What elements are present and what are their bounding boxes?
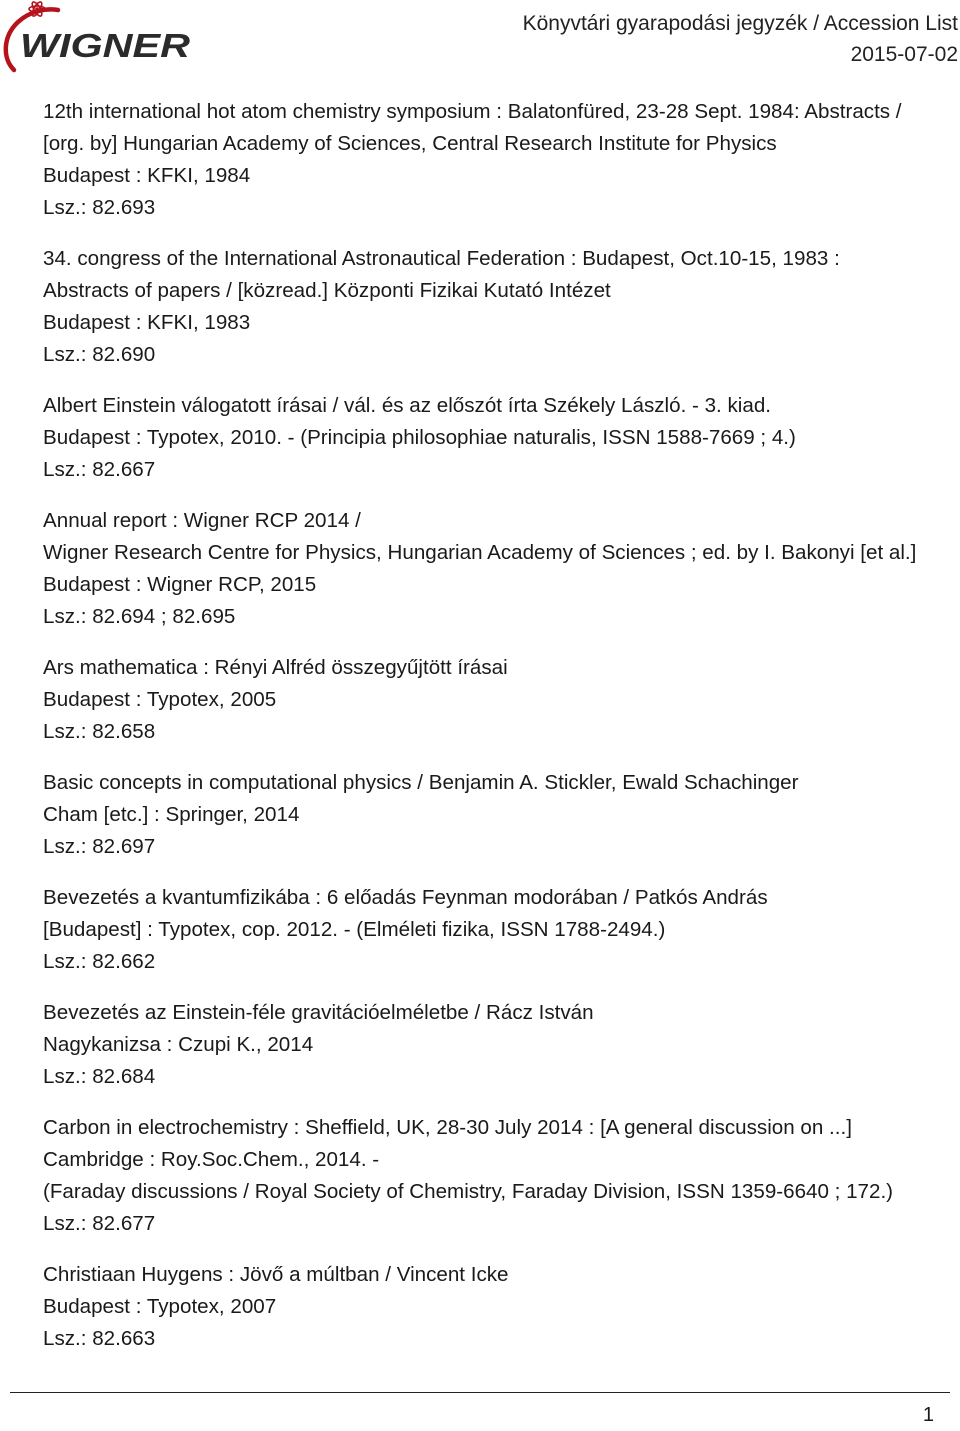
entry-line: Annual report : Wigner RCP 2014 / [43,509,361,532]
catalog-entry [43,997,953,1093]
entry-line: (Faraday discussions / Royal Society of Chemistry, Faraday Division, ISSN 1359-6640 ; 172.) [43,1180,894,1203]
entry-line: Lsz.: 82.693 [43,196,156,219]
catalog-entry [43,652,953,748]
entry-line: Lsz.: 82.658 [43,720,156,743]
entry-line: Lsz.: 82.694 ; 82.695 [43,605,236,628]
catalog-entry [43,882,953,978]
entry-line: Abstracts of papers / [közread.] Központi Fizikai Kutató Intézet [43,279,611,302]
catalog-entry [43,243,953,371]
catalog-entry [43,96,953,224]
catalog-entry [43,1112,953,1240]
catalog-entry [43,767,953,863]
wigner-logo [0,0,200,80]
catalog-entry [43,1259,953,1355]
entry-line: Wigner Research Centre for Physics, Hungarian Academy of Sciences ; ed. by I. Bakonyi [et al.] [43,541,917,564]
page-header [523,8,958,70]
entry-line: Cambridge : Roy.Soc.Chem., 2014. - [43,1148,380,1171]
header-date: 2015-07-02 [850,43,958,66]
entry-line: Basic concepts in computational physics / Benjamin A. Stickler, Ewald Schachinger [43,771,799,794]
page-number: 1 [922,1404,934,1426]
entry-line: Lsz.: 82.684 [43,1065,156,1088]
entry-line: [org. by] Hungarian Academy of Sciences, Central Research Institute for Physics [43,132,777,155]
entry-line: Bevezetés a kvantumfizikába : 6 előadás Feynman modorában / Patkós András [43,886,768,909]
catalog-entry [43,505,953,633]
entry-line: Lsz.: 82.690 [43,343,156,366]
entry-line: Budapest : Typotex, 2005 [43,688,277,711]
entry-line: Carbon in electrochemistry : Sheffield, UK, 28-30 July 2014 : [A general discussion on ...] [43,1116,852,1139]
entry-line: [Budapest] : Typotex, cop. 2012. - (Elméleti fizika, ISSN 1788-2494.) [43,918,666,941]
entry-line: Budapest : Typotex, 2007 [43,1295,277,1318]
entry-line: Lsz.: 82.677 [43,1212,156,1235]
entry-line: Budapest : KFKI, 1983 [43,311,251,334]
entry-line: Albert Einstein válogatott írásai / vál. és az előszót írta Székely László. - 3. kiad. [43,394,771,417]
entry-line: Lsz.: 82.663 [43,1327,156,1350]
catalog-entry [43,390,953,486]
entry-line: Christiaan Huygens : Jövő a múltban / Vincent Icke [43,1263,509,1286]
entry-line: Budapest : KFKI, 1984 [43,164,251,187]
entry-line: 34. congress of the International Astronautical Federation : Budapest, Oct.10-15, 1983 : [43,247,840,270]
entry-line: Bevezetés az Einstein-féle gravitációelméletbe / Rácz István [43,1001,594,1024]
entry-line: Cham [etc.] : Springer, 2014 [43,803,300,826]
entry-line: Nagykanizsa : Czupi K., 2014 [43,1033,314,1056]
entry-line: Lsz.: 82.662 [43,950,156,973]
entry-line: Lsz.: 82.697 [43,835,156,858]
entry-line: Lsz.: 82.667 [43,458,156,481]
entry-line: Budapest : Typotex, 2010. - (Principia philosophiae naturalis, ISSN 1588-7669 ; 4.) [43,426,796,449]
accession-list [43,96,953,1374]
entry-line: 12th international hot atom chemistry symposium : Balatonfüred, 23-28 Sept. 1984: Abstracts / [43,100,902,123]
footer-divider [10,1392,950,1393]
logo-wordmark: WIGNER [20,27,191,64]
entry-line: Budapest : Wigner RCP, 2015 [43,573,317,596]
header-title: Könyvtári gyarapodási jegyzék / Accession List [522,12,958,35]
entry-line: Ars mathematica : Rényi Alfréd összegyűjtött írásai [43,656,508,679]
